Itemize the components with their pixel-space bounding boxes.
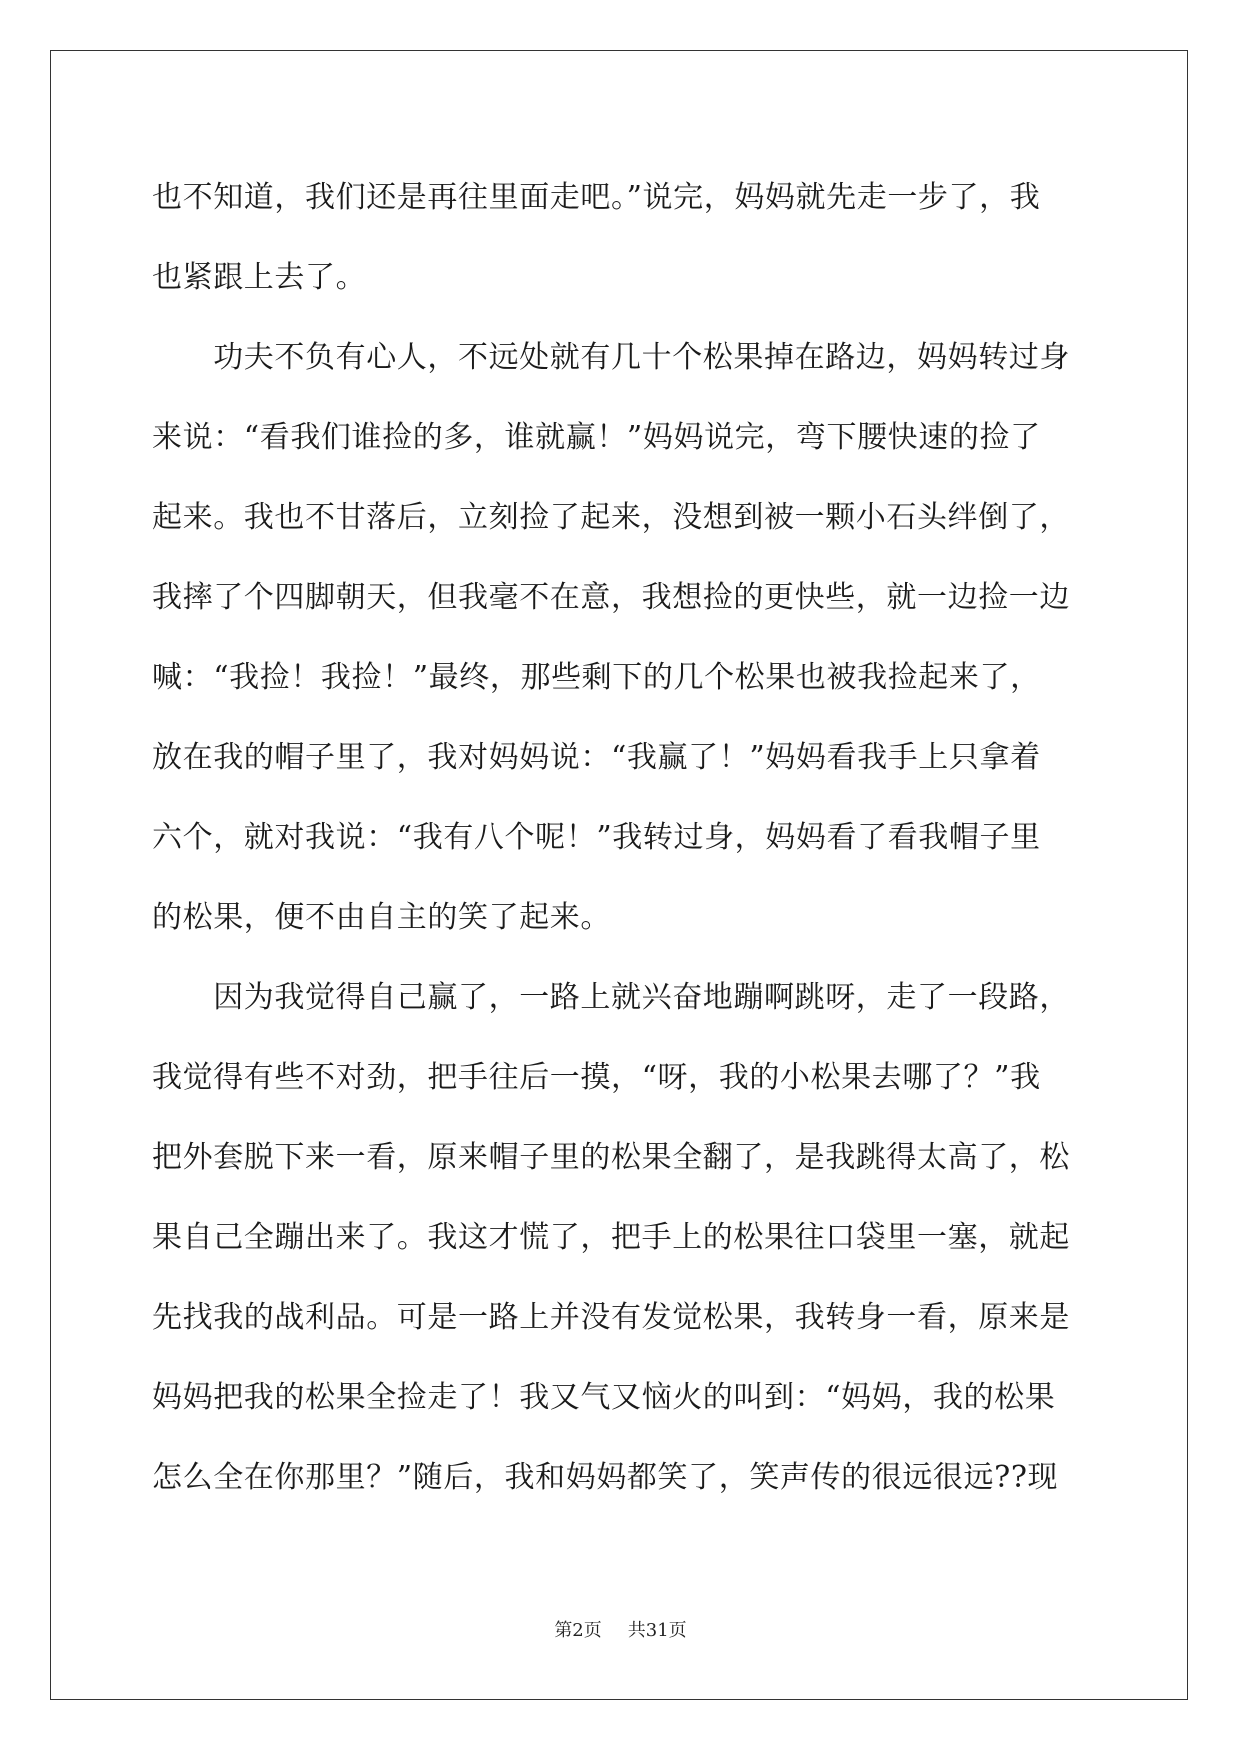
text-line: 也不知道，我们还是再往里面走吧。”说完，妈妈就先走一步了，我 [152,180,1041,215]
text-line: 的松果，便不由自主的笑了起来。 [152,900,611,935]
document-body [152,158,1090,1518]
text-line: 先找我的战利品。可是一路上并没有发觉松果，我转身一看，原来是 [152,1300,1070,1335]
text-line: 妈妈把我的松果全捡走了！我又气又恼火的叫到：“妈妈，我的松果 [152,1380,1056,1415]
text-line: 怎么全在你那里？”随后，我和妈妈都笑了，笑声传的很远很远??现 [152,1460,1059,1495]
text-line: 起来。我也不甘落后，立刻捡了起来，没想到被一颗小石头绊倒了， [152,500,1070,535]
text-line: 把外套脱下来一看，原来帽子里的松果全翻了，是我跳得太高了，松 [152,1140,1070,1175]
text-line: 因为我觉得自己赢了，一路上就兴奋地蹦啊跳呀，走了一段路， [152,980,1070,1015]
text-line: 来说：“看我们谁捡的多，谁就赢！”妈妈说完，弯下腰快速的捡了 [152,420,1041,455]
text-line: 六个，就对我说：“我有八个呢！”我转过身，妈妈看了看我帽子里 [152,820,1041,855]
text-line: 功夫不负有心人，不远处就有几十个松果掉在路边，妈妈转过身 [152,340,1070,375]
text-line: 喊：“我捡！我捡！”最终，那些剩下的几个松果也被我捡起来了， [152,660,1041,695]
page-number: 第2页 [554,1620,602,1641]
text-line: 果自己全蹦出来了。我这才慌了，把手上的松果往口袋里一塞，就起 [152,1220,1070,1255]
text-line: 也紧跟上去了。 [152,260,367,295]
text-line: 我觉得有些不对劲，把手往后一摸，“呀，我的小松果去哪了？”我 [152,1060,1041,1095]
text-line: 放在我的帽子里了，我对妈妈说：“我赢了！”妈妈看我手上只拿着 [152,740,1041,775]
page-total: 共31页 [627,1620,687,1641]
text-line: 我摔了个四脚朝天，但我毫不在意，我想捡的更快些，就一边捡一边 [152,580,1070,615]
page-footer [0,1616,1241,1642]
